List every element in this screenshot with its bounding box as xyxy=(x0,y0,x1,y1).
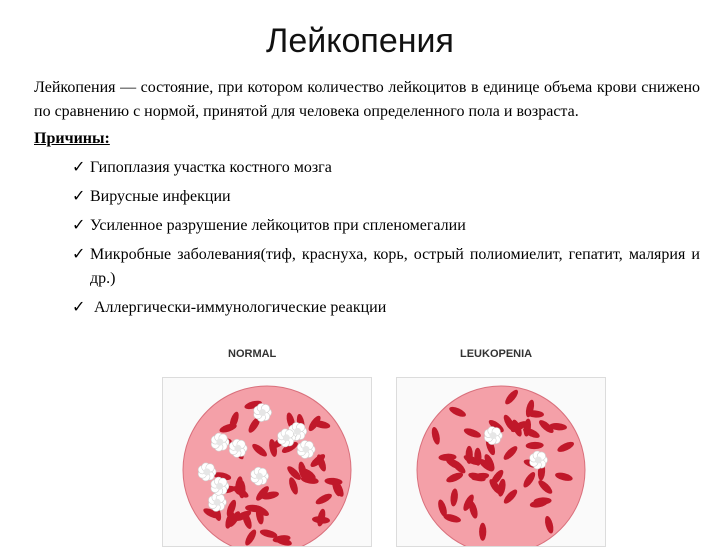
leukopenia-label: LEUKOPENIA xyxy=(460,348,533,360)
list-item xyxy=(34,214,700,238)
cause-text: Гипоплазия участка костного мозга xyxy=(90,159,332,176)
white-blood-cell xyxy=(211,477,229,495)
plasma-disc xyxy=(417,386,585,546)
causes-heading: Причины: xyxy=(34,130,110,147)
checkmark-icon: ✓ xyxy=(72,299,86,316)
list-item xyxy=(34,296,700,320)
list-item xyxy=(34,185,700,209)
checkmark-icon: ✓ xyxy=(72,246,86,263)
white-blood-cell xyxy=(198,463,216,481)
white-blood-cell xyxy=(484,427,502,445)
leukopenia-blood-panel xyxy=(396,377,606,547)
white-blood-cell xyxy=(278,429,296,447)
cause-text: Микробные заболевания(тиф, краснуха, корь, острый полиомиелит, гепатит, малярия и др.) xyxy=(90,246,700,287)
slide-content xyxy=(34,76,700,320)
list-item xyxy=(34,243,700,291)
white-blood-cell xyxy=(254,404,272,422)
white-blood-cell xyxy=(211,433,229,451)
leukopenia-blood-smear xyxy=(397,378,605,546)
white-blood-cell xyxy=(297,440,315,458)
white-blood-cell xyxy=(251,467,269,485)
red-blood-cell xyxy=(479,523,486,541)
checkmark-icon: ✓ xyxy=(72,188,86,205)
white-blood-cell xyxy=(530,451,548,469)
white-blood-cell xyxy=(229,439,247,457)
checkmark-icon: ✓ xyxy=(72,217,86,234)
white-blood-cell xyxy=(209,493,227,511)
definition-text: Лейкопения — состояние, при котором количество лейкоцитов в единице объема крови снижено по сравнению с нормой, принятой для человека определенного пола и возраста. xyxy=(34,79,700,120)
list-item xyxy=(34,156,700,180)
cause-text: Аллергически-иммунологические реакции xyxy=(90,299,387,316)
causes-list xyxy=(34,156,700,320)
normal-blood-smear xyxy=(163,378,371,546)
cause-text: Вирусные инфекции xyxy=(90,188,231,205)
normal-label: NORMAL xyxy=(228,348,277,360)
slide-title: Лейкопения xyxy=(266,22,454,60)
normal-blood-panel xyxy=(162,377,372,547)
checkmark-icon: ✓ xyxy=(72,159,86,176)
cause-text: Усиленное разрушение лейкоцитов при спленомегалии xyxy=(90,217,466,234)
